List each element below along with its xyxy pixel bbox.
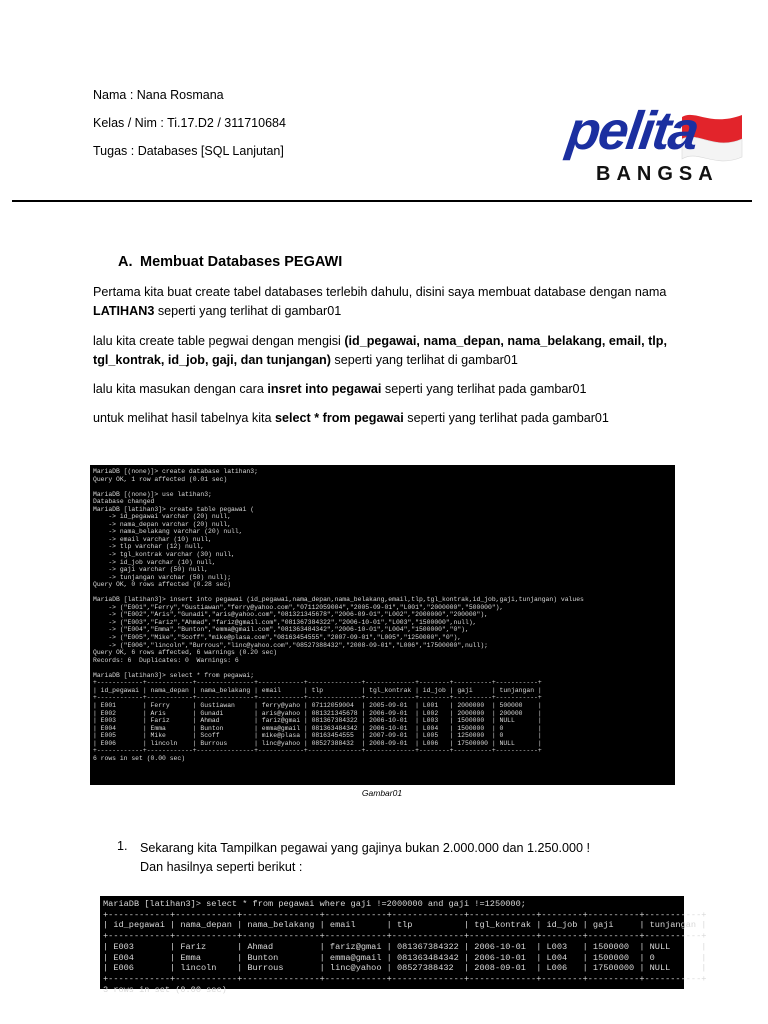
- paragraph-4: [93, 409, 733, 428]
- p3-bold: insret into pegawai: [267, 382, 382, 396]
- p1-text: Pertama kita buat create tabel databases terlebih dahulu, disini saya membuat database dengan nama: [93, 285, 667, 299]
- section-title: Membuat Databases PEGAWI: [140, 254, 343, 270]
- logo-word-bangsa: BANGSA: [596, 163, 719, 185]
- p1-bold: LATIHAN3: [93, 304, 155, 318]
- p2-bold: (id_pegawai, nama_depan, nama_belakang, email, tlp, tgl_kontrak, id_job, gaji, dan tunjangan): [93, 334, 667, 367]
- p2-text-end: seperti yang terlihat di gambar01: [330, 353, 518, 367]
- p4-text-end: seperti yang terlihat pada gambar01: [403, 411, 609, 425]
- p4-bold: select * from pegawai: [275, 411, 404, 425]
- student-class-nim: Kelas / Nim : Ti.17.D2 / 311710684: [93, 116, 286, 130]
- paragraph-3: [93, 380, 703, 399]
- terminal-output: MariaDB [latihan3]> select * from pegawai where gaji !=2000000 and gaji !=1250000; +------------+------------+---------------+------------+--------------+-------------+--------+----------+-----------+ | id_pegawai | nama_depan | nama_belakang | email | tlp | tgl_kontrak | id_job | gaji | tunjangan | +------------+------------+---------------+------------+--------------+-------------+--------+----------+-----------+ | E003 | Fariz | Ahmad | fariz@gmai | 081367384322 | 2006-10-01 | L003 | 1500000 | NULL | | E004 | Emma | Bunton | emma@gmail | 081363484342 | 2006-10-01 | L004 | 1500000 | 0 | | E006 | lincoln | Burrous | linc@yahoo | 08527388432 | 2008-09-01 | L006 | 17500000 | NULL | +------------+------------+---------------+------------+--------------+-------------+--------+----------+-----------+ 3 rows in set (0.00 sec): [103, 899, 707, 995]
- paragraph-1: [93, 283, 703, 321]
- logo-word-pelita: pelita: [563, 101, 702, 161]
- p1-text-end: seperti yang terlihat di gambar01: [154, 304, 342, 318]
- assignment-title: Tugas : Databases [SQL Lanjutan]: [93, 144, 284, 158]
- p3-text: lalu kita masukan dengan cara: [93, 382, 268, 396]
- terminal-screenshot-query-result: [100, 896, 707, 995]
- list-number: 1.: [117, 839, 128, 853]
- list-line-1: Sekarang kita Tampilkan pegawai yang gajinya bukan 2.000.000 dan 1.250.000 !: [140, 841, 590, 855]
- figure-caption: [0, 788, 768, 798]
- p4-text: untuk melihat hasil tabelnya kita: [93, 411, 276, 425]
- section-number: A.: [118, 254, 133, 270]
- paragraph-2: [93, 332, 683, 370]
- caption-text: Gambar01: [361, 788, 403, 798]
- pelita-bangsa-logo: [563, 87, 744, 190]
- pelita-bangsa-logo-graphic: [563, 87, 744, 190]
- p3-text-end: seperti yang terlihat pada gambar01: [381, 382, 587, 396]
- section-heading: [118, 254, 342, 270]
- terminal-output: MariaDB [(none)]> create database latihan3; Query OK, 1 row affected (0.01 sec) MariaDB [(none)]> use latihan3; Database changed MariaDB [latihan3]> create table pegawai ( -> id_pegawai varchar (20) null, -> nama_depan varchar (20) null, -> nama_belakang varchar (20) null, -> email varchar (10) null, -> tlp varchar (12) null, -> tgl_kontrak varchar (30) null, -> id_job varchar (10) null, -> gaji varchar (50) null, -> tunjangan varchar (50) null); Query OK, 0 rows affected (0.28 sec) MariaDB [latihan3]> insert into pegawai (id_pegawai,nama_depan,nama_belakang,email,tlp,tgl_kontrak,id_job,gaji,tunjangan) values -> ("E001","Ferry","Gustiawan","ferry@yahoo.com","07112059004","2005-09-01","L001","2000000","500000"), -> ("E002","Aris","Gunadi","aris@yahoo.com","081321345678","2006-09-01","L002","2000000","200000"), -> ("E003","Fariz","Ahmad","fariz@gmail.com","081367384322","2006-10-01","L003","1500000",null), -> ("E004","Emma","Bunton","emma@gmail.com","081363484342","2006-10-01","L004","1500000","0"), -> ("E005","Mike","Scoff","mike@plasa.com","08163454555","2007-09-01","L005","1250000","0"), -> ("E006","lincoln","Burrous","linc@yahoo.com","08527388432","2008-09-01","L006","17500000",null); Query OK, 6 rows affected, 6 warnings (0.20 sec) Records: 6 Duplicates: 0 Warnings: 6 MariaDB [latihan3]> select * from pegawai; +------------+------------+---------------+------------+--------------+-------------+--------+----------+-----------+ | id_pegawai | nama_depan | nama_belakang | email | tlp | tgl_kontrak | id_job | gaji | tunjangan | +------------+------------+---------------+------------+--------------+-------------+--------+----------+-----------+ | E001 | Ferry | Gustiawan | ferry@yaho | 07112059004 | 2005-09-01 | L001 | 2000000 | 500000 | | E002 | Aris | Gunadi | aris@yahoo | 081321345678 | 2006-09-01 | L002 | 2000000 | 200000 | | E003 | Fariz | Ahmad | fariz@gmai | 081367384322 | 2006-10-01 | L003 | 1500000 | NULL | | E004 | Emma | Bunton | emma@gmail | 081363484342 | 2006-10-01 | L004 | 1500000 | 0 | | E005 | Mike | Scoff | mike@plasa | 08163454555 | 2007-09-01 | L005 | 1250000 | 0 | | E006 | lincoln | Burrous | linc@yahoo | 08527388432 | 2008-09-01 | L006 | 17500000 | NULL | +------------+------------+---------------+------------+--------------+-------------+--------+----------+-----------+ 6 rows in set (0.00 sec): [93, 468, 584, 762]
- list-line-2: Dan hasilnya seperti berikut :: [140, 860, 303, 874]
- header-divider: [12, 200, 752, 202]
- list-item-text: [140, 839, 680, 877]
- p2-text: lalu kita create table pegwai dengan mengisi: [93, 334, 345, 348]
- terminal-screenshot-gambar01: [90, 465, 675, 785]
- student-name: Nama : Nana Rosmana: [93, 88, 224, 102]
